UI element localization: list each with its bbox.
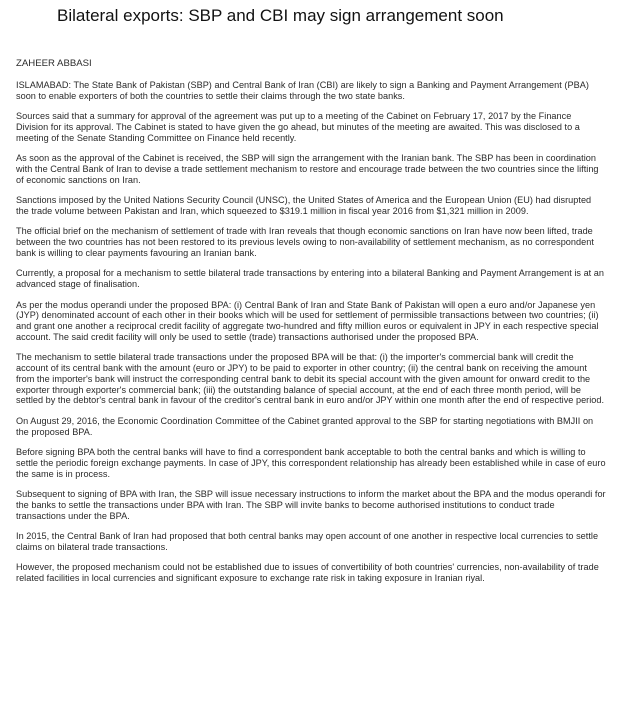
paragraph-5: The official brief on the mechanism of settlement of trade with Iran reveals that though economic sanctions on Iran have now been lifted, trade between the two countries has not been restored to its previous levels owing to non-availability of settlement mechanism, as no correspondent bank is willing to clear payments favouring an Iranian bank. <box>16 226 594 258</box>
article-headline: Bilateral exports: SBP and CBI may sign arrangement soon <box>57 6 504 25</box>
paragraph-4: Sanctions imposed by the United Nations Security Council (UNSC), the United States of America and the European Union (EU) had disrupted the trade volume between Pakistan and Iran, which squeezed to $319.1 million in fiscal year 2016 from $1,321 million in 2009. <box>16 195 592 216</box>
article-byline: ZAHEER ABBASI <box>16 58 92 69</box>
paragraph-11: Subsequent to signing of BPA with Iran, the SBP will issue necessary instructions to inform the market about the BPA and the modus operandi for the banks to settle the transactions under BPA with Iran. The SBP will invite banks to become authorised institutions to conduct trade transactions under the BPA. <box>16 489 606 521</box>
paragraph-6: Currently, a proposal for a mechanism to settle bilateral trade transactions by entering into a bilateral Banking and Payment Arrangement is at an advanced stage of finalisation. <box>16 268 605 290</box>
paragraph-1: ISLAMABAD: The State Bank of Pakistan (SBP) and Central Bank of Iran (CBI) are likely to sign a Banking and Payment Arrangement (PBA) soon to enable exporters of both the countries to settle their claims through the two state banks. <box>16 80 589 101</box>
article-body <box>16 80 606 593</box>
paragraph-2: Sources said that a summary for approval of the agreement was put up to a meeting of the Cabinet on February 17, 2017 by the Finance Division for its approval. The Cabinet is stated to have given the go ahead, but minutes of the meeting are awaited. This was disclosed to a meeting of the Senate Standing Committee on Finance held recently. <box>16 111 580 143</box>
paragraph-12: In 2015, the Central Bank of Iran had proposed that both central banks may open account of one another in respective local currencies to settle claims on bilateral trade transactions. <box>16 531 599 552</box>
paragraph-8: The mechanism to settle bilateral trade transactions under the proposed BPA will be that: (i) the importer's commercial bank will credit the account of its central bank with the amount (euro or JPY) to be paid to exporter in other country; (ii) the central bank on receiving the amount from the importer's bank will instruct the corresponding central bank to debit its special account with the given amount for onward credit to the exporter through exporter's commercial bank; (iii) the outstanding balance of special account, at the end of each three month period, will be settled by the debtor's central bank in favour of the creditor's central bank in euro and/or JPY within one month after the end of respective period. <box>16 352 605 406</box>
paragraph-7: As per the modus operandi under the proposed BPA: (i) Central Bank of Iran and State Bank of Pakistan will open a euro and/or Japanese yen (JYP) denominated account of each other in their books which will be used for settlement of permissible transactions between two countries; (ii) and grant one another a reciprocal credit facility of aggregate two-hundred and fifty million euros or equivalent in JPY in each respective special account. The said credit facility will only be used to settle (trade) transactions authorised under the proposed BPA. <box>16 299 599 342</box>
paragraph-9: On August 29, 2016, the Economic Coordination Committee of the Cabinet granted approval to the SBP for starting negotiations with BMJII on the proposed BPA. <box>16 415 594 437</box>
paragraph-13: However, the proposed mechanism could not be established due to issues of convertibility of both countries' currencies, non-availability of trade related facilities in local currencies and significant exposure to exchange rate risk in taking exposure in Iranian riyal. <box>16 562 599 584</box>
paragraph-10: Before signing BPA both the central banks will have to find a correspondent bank acceptable to both the central banks and which is willing to settle the periodic foreign exchange payments. In case of JPY, this correspondent relationship has already been established while in case of euro the same is in process. <box>16 447 606 479</box>
paragraph-3: As soon as the approval of the Cabinet is received, the SBP will sign the arrangement with the Iranian bank. The SBP has been in coordination with the Central Bank of Iran to devise a trade settlement mechanism to restore and encourage trade between the two countries since the lifting of economic sanctions on Iran. <box>16 153 599 185</box>
